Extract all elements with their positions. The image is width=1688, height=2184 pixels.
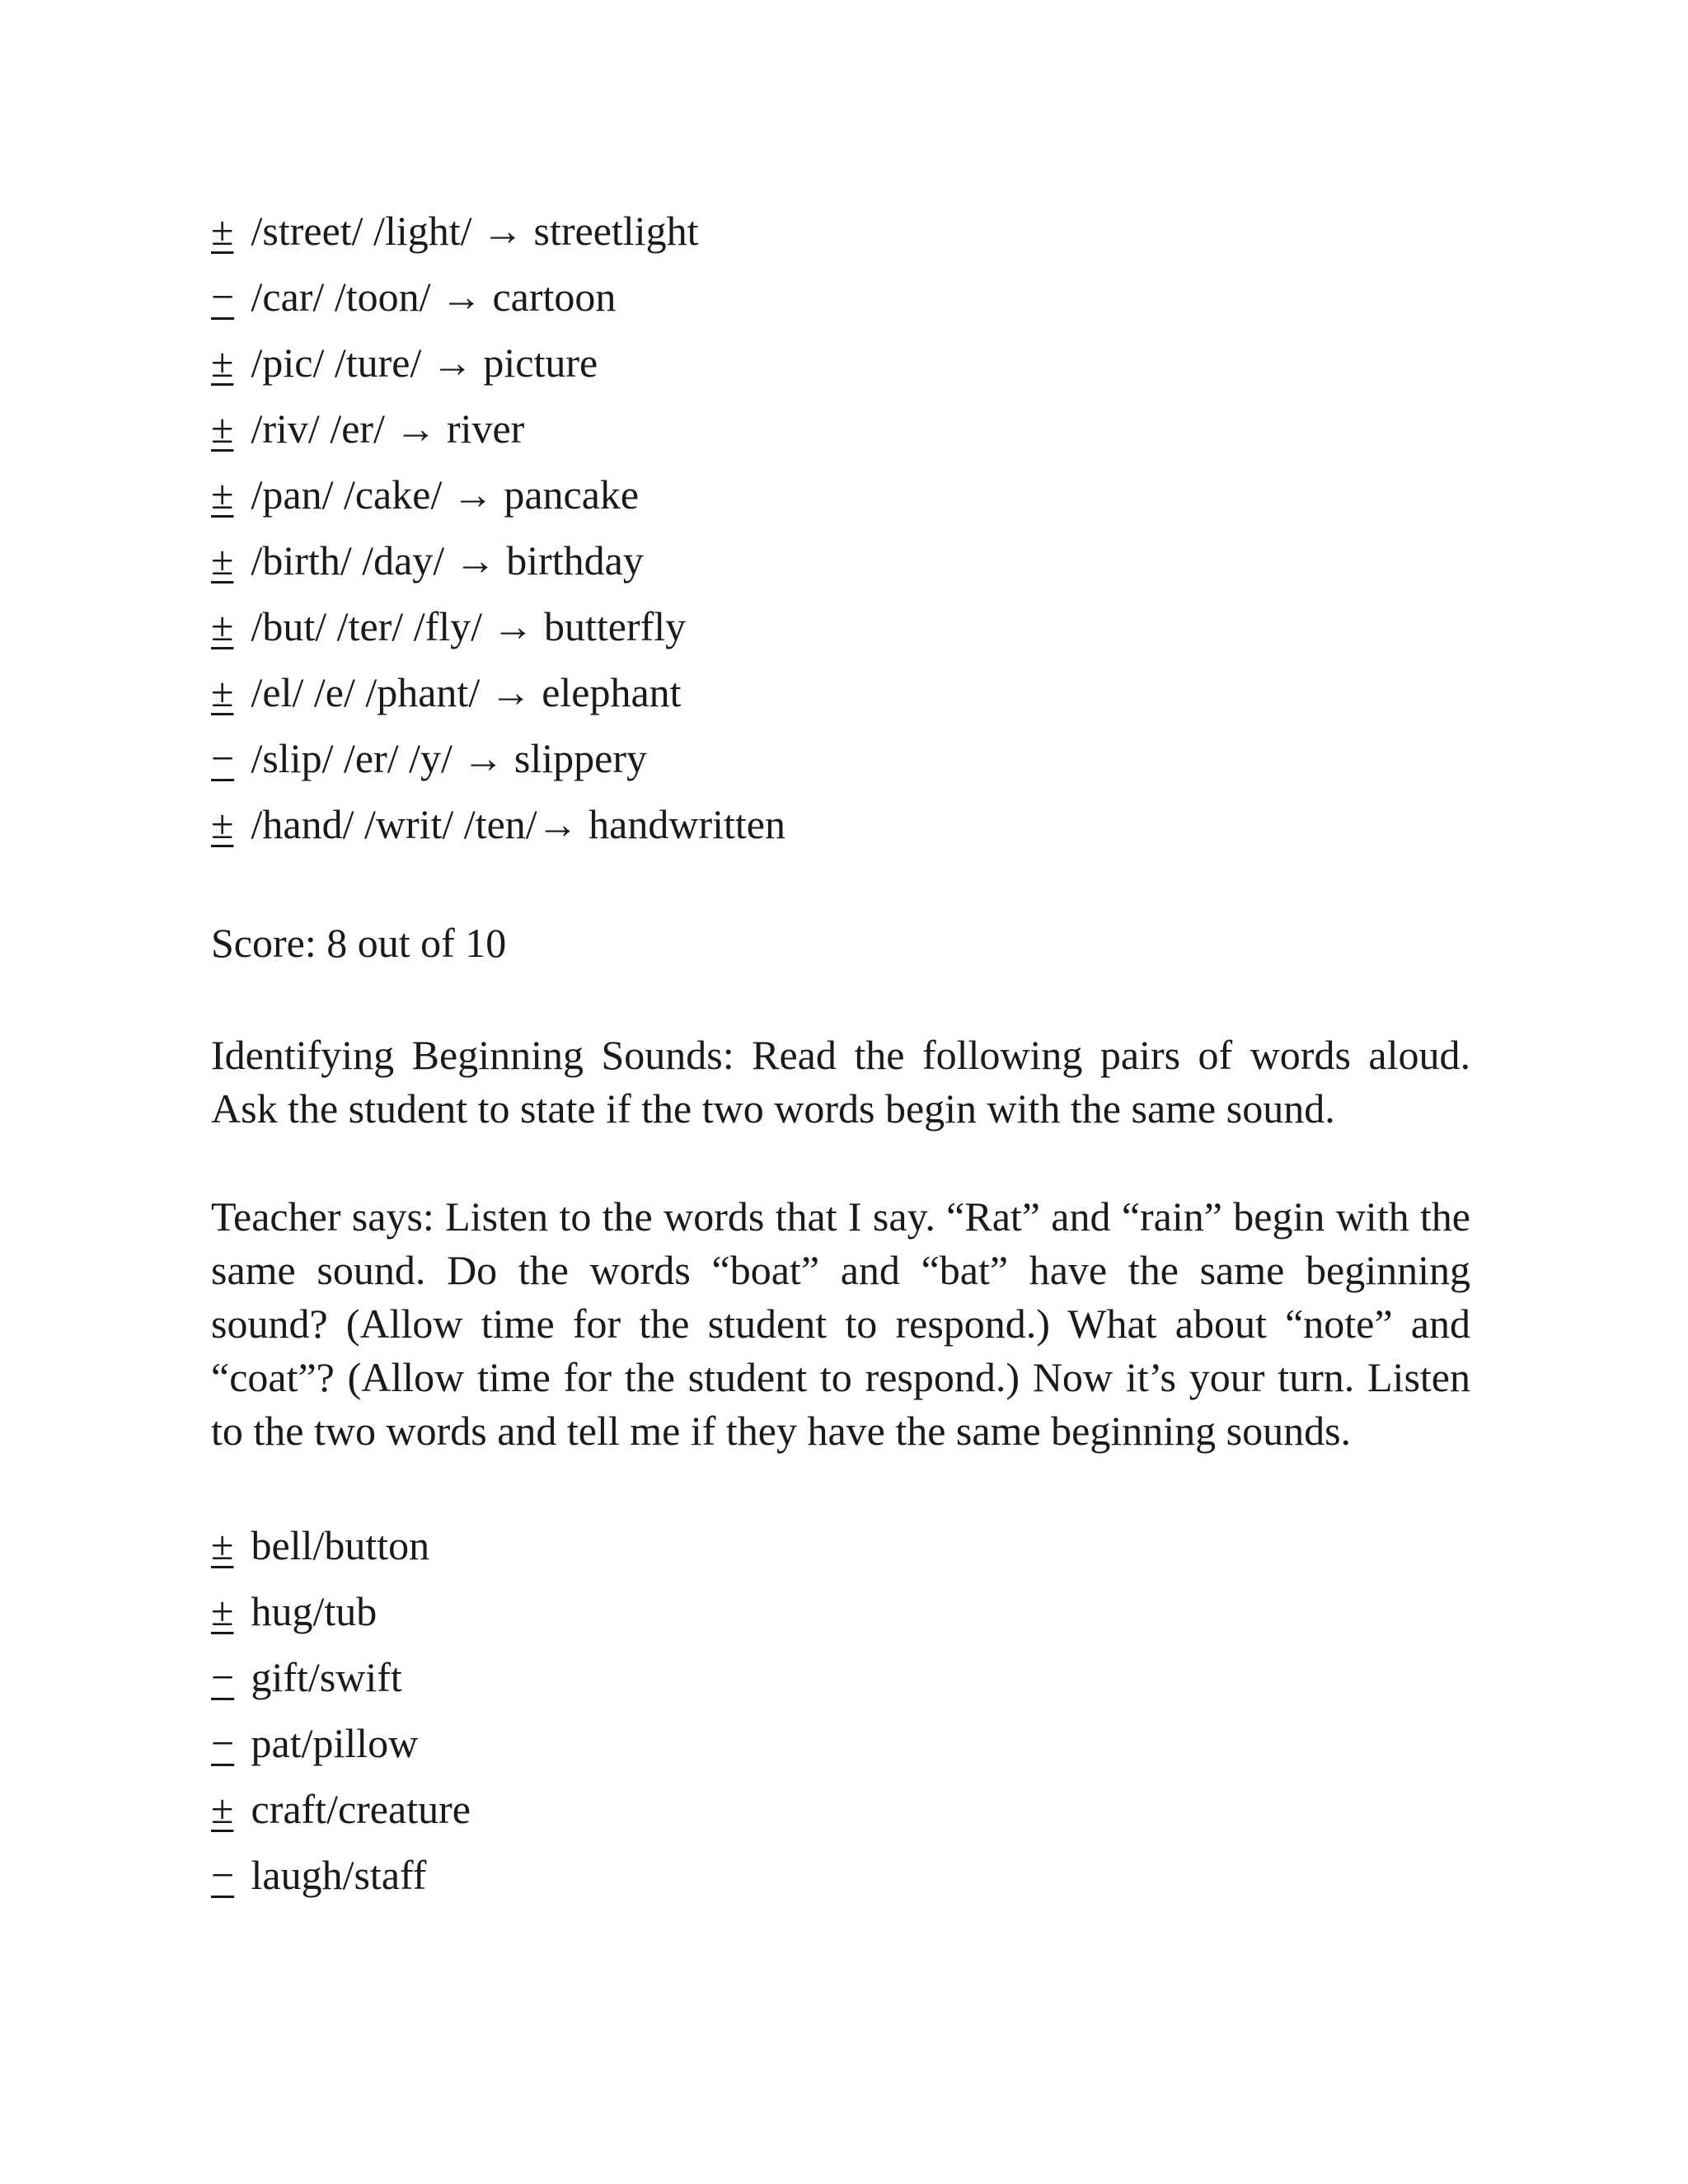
item-text: craft/creature <box>251 1786 471 1832</box>
list-item <box>211 1644 1470 1710</box>
list-item <box>211 593 1470 659</box>
score-mark: ± <box>211 340 234 386</box>
list-item <box>211 1842 1470 1908</box>
teacher-script-paragraph: Teacher says: Listen to the words that I say. “Rat” and “rain” begin with the same sound. Do the words “boat” and “bat” have the same beginning sound? (Allow time for the student to respond.) What about “note” and “coat”? (Allow time for the student to respond.) Now it’s your turn. Listen to the two words and tell me if they have the same beginning sounds. <box>211 1193 1470 1454</box>
item-text: /el/ /e/ /phant/ → elephant <box>251 669 682 715</box>
score-mark: − <box>211 735 235 781</box>
score-mark: ± <box>211 603 234 649</box>
list-item <box>211 527 1470 593</box>
item-text: gift/swift <box>251 1654 402 1700</box>
score-line: Score: 8 out of 10 <box>211 920 507 966</box>
list-item <box>211 264 1470 330</box>
syllable-blending-list <box>211 198 1470 857</box>
score-mark: ± <box>211 208 234 254</box>
list-item <box>211 198 1470 264</box>
list-item <box>211 1710 1470 1776</box>
item-text: /birth/ /day/ → birthday <box>251 537 644 583</box>
list-item <box>211 396 1470 462</box>
beginning-sounds-list <box>211 1512 1470 1908</box>
score-mark: ± <box>211 537 234 583</box>
list-item <box>211 1512 1470 1578</box>
item-text: /slip/ /er/ /y/ → slippery <box>251 735 648 781</box>
score-mark: − <box>211 274 235 320</box>
list-item <box>211 659 1470 725</box>
list-item <box>211 725 1470 791</box>
item-text: pat/pillow <box>251 1720 419 1766</box>
list-item <box>211 1578 1470 1644</box>
list-item <box>211 462 1470 527</box>
score-mark: ± <box>211 1522 234 1568</box>
item-text: /pic/ /ture/ → picture <box>251 340 598 386</box>
score-mark: − <box>211 1654 235 1700</box>
score-mark: ± <box>211 801 234 847</box>
item-text: /riv/ /er/ → river <box>251 405 525 452</box>
item-text: /pan/ /cake/ → pancake <box>251 471 640 518</box>
score-mark: − <box>211 1852 235 1898</box>
item-text: hug/tub <box>251 1588 377 1634</box>
score-mark: ± <box>211 669 234 715</box>
instructions-paragraph: Identifying Beginning Sounds: Read the following pairs of words aloud. Ask the student to state if the two words begin with the same sound. <box>211 1032 1470 1132</box>
item-text: /hand/ /writ/ /ten/→ handwritten <box>251 801 785 847</box>
list-item <box>211 791 1470 857</box>
item-text: bell/button <box>251 1522 430 1568</box>
score-mark: ± <box>211 1588 234 1634</box>
score-mark: ± <box>211 1786 234 1832</box>
score-mark: ± <box>211 405 234 452</box>
score-mark: − <box>211 1720 235 1766</box>
list-item <box>211 1776 1470 1842</box>
item-text: laugh/staff <box>251 1852 427 1898</box>
document-page <box>211 198 1470 1908</box>
item-text: /but/ /ter/ /fly/ → butterfly <box>251 603 687 649</box>
score-mark: ± <box>211 471 234 518</box>
item-text: /street/ /light/ → streetlight <box>251 208 699 254</box>
list-item <box>211 330 1470 396</box>
item-text: /car/ /toon/ → cartoon <box>251 274 617 320</box>
